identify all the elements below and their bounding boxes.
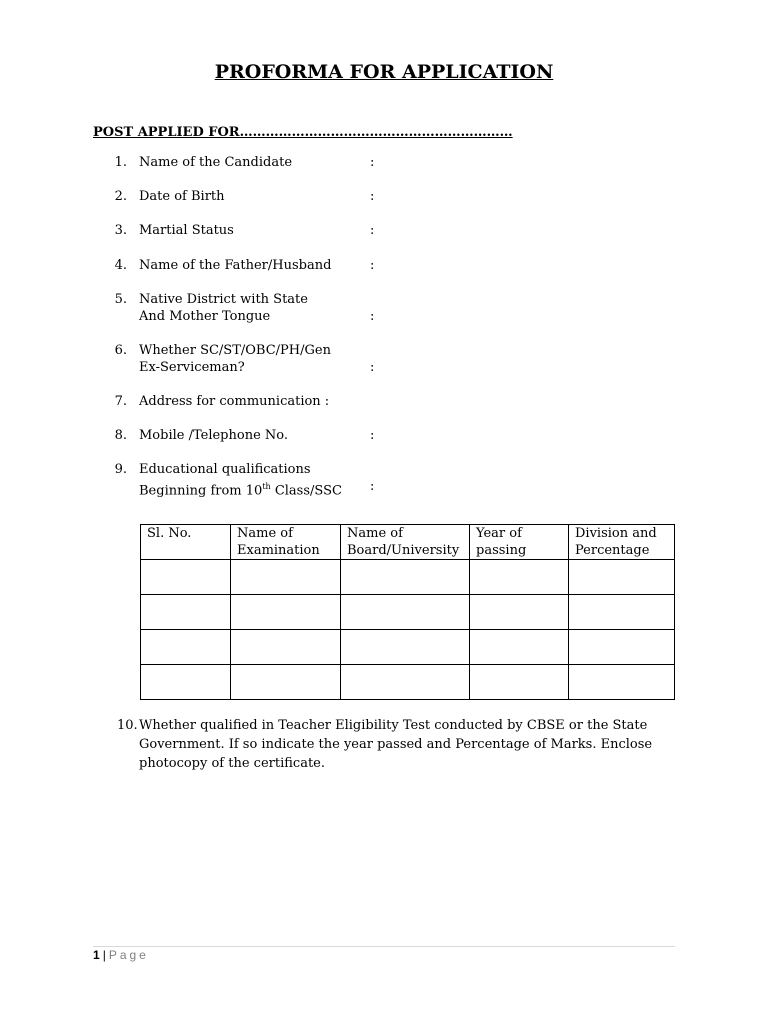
page-label: Page (108, 948, 149, 962)
table-cell (569, 560, 675, 595)
header-cell (470, 525, 569, 560)
label-text: Beginning from 10 (139, 483, 263, 499)
table-cell (341, 665, 470, 700)
item-number: 10. (117, 718, 138, 733)
item-label: Name of the Father/Husband (139, 258, 332, 273)
item-number: 1. (114, 155, 127, 170)
item-label-line2: Ex-Serviceman? (139, 360, 245, 375)
table-cell (141, 595, 231, 630)
footer-divider (93, 946, 675, 947)
header-text: passing (476, 543, 527, 558)
item-label-line2 (139, 478, 342, 499)
page-footer (93, 948, 149, 962)
education-table (140, 524, 675, 700)
item-label: Educational qualifications (139, 462, 311, 477)
item-colon: : (370, 189, 375, 204)
form-item-tet: Whether qualified in Teacher Eligibility Test conducted by CBSE or the State Government. If so indicate the year passed and Percentage of Marks. Enclose photocopy of the certificate. (139, 718, 653, 771)
header-cell (231, 525, 341, 560)
table-row (141, 665, 675, 700)
footer-separator: | (102, 948, 106, 962)
header-text: Division and (575, 526, 657, 541)
header-text: Name of (347, 526, 403, 541)
item-label: Date of Birth (139, 189, 225, 204)
table-cell (231, 595, 341, 630)
table-cell (231, 665, 341, 700)
item-colon: : (370, 258, 375, 273)
item-label: Address for communication : (139, 394, 330, 409)
item-number: 4. (114, 258, 127, 273)
table-cell (470, 665, 569, 700)
table-cell (231, 560, 341, 595)
header-text: Sl. No. (147, 526, 192, 541)
post-applied-for-field: POST APPLIED FOR……………………………………………………… (93, 125, 513, 140)
item-number: 2. (114, 189, 127, 204)
table-row (141, 560, 675, 595)
header-cell (341, 525, 470, 560)
table-header-row (141, 525, 675, 560)
item-label: Name of the Candidate (139, 155, 293, 170)
item-number: 9. (114, 462, 127, 477)
header-text: Percentage (575, 543, 650, 558)
item-number: 7. (114, 394, 127, 409)
item-colon: : (370, 479, 375, 494)
table-cell (141, 560, 231, 595)
item-number: 5. (114, 292, 127, 307)
table-cell (231, 630, 341, 665)
item-label-line2: And Mother Tongue (139, 309, 271, 324)
table-cell (470, 560, 569, 595)
table-cell (141, 665, 231, 700)
page-number: 1 (93, 948, 100, 962)
table-cell (569, 665, 675, 700)
table-cell (141, 630, 231, 665)
item-label: Mobile /Telephone No. (139, 428, 289, 443)
item-label: Native District with State (139, 292, 308, 307)
item-label: Whether SC/ST/OBC/PH/Gen (139, 343, 331, 358)
item-colon: : (370, 360, 375, 375)
table-cell (341, 595, 470, 630)
item-number: 6. (114, 343, 127, 358)
table-row (141, 630, 675, 665)
table-cell (470, 595, 569, 630)
item-colon: : (370, 223, 375, 238)
table-cell (569, 595, 675, 630)
item-colon: : (370, 155, 375, 170)
item-label: Martial Status (139, 223, 234, 238)
header-cell (569, 525, 675, 560)
table-cell (470, 630, 569, 665)
label-text: Class/SSC (270, 483, 342, 499)
header-text: Year of (476, 526, 522, 541)
ordinal-superscript: th (262, 482, 271, 491)
item-colon: : (370, 428, 375, 443)
table-cell (341, 560, 470, 595)
table-row (141, 595, 675, 630)
item-number: 3. (114, 223, 127, 238)
page-title: PROFORMA FOR APPLICATION (214, 61, 554, 83)
header-text: Name of (237, 526, 293, 541)
header-text: Examination (237, 543, 320, 558)
table-cell (569, 630, 675, 665)
header-cell (141, 525, 231, 560)
header-text: Board/University (347, 543, 460, 558)
table-cell (341, 630, 470, 665)
item-colon: : (370, 309, 375, 324)
item-number: 8. (114, 428, 127, 443)
